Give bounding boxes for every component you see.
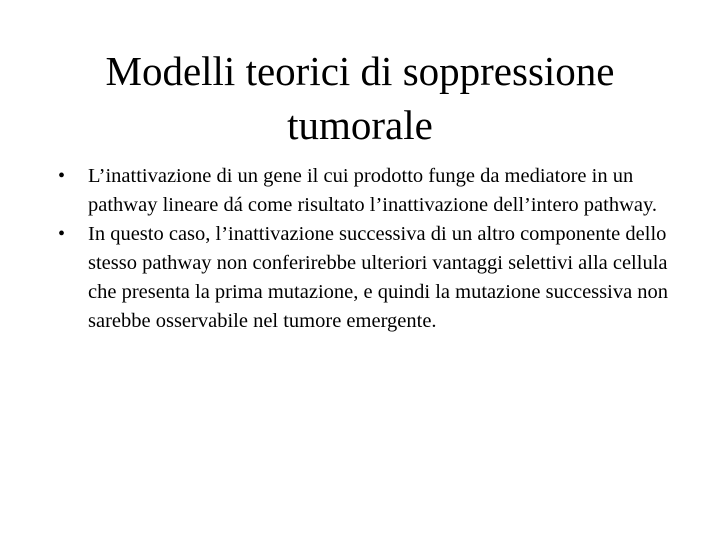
- bullet-text: In questo caso, l’inattivazione successiva di un altro componente dello stesso pathway non conferirebbe ulteriori vantaggi selettivi alla cellula che presenta la prima mutazione, e quindi la mutazione successiva non sarebbe osservabile nel tumore emergente.: [88, 223, 669, 332]
- bullet-item: [58, 162, 678, 220]
- bullet-text: L’inattivazione di un gene il cui prodotto funge da mediatore in un pathway lineare dá come risultato l’inattivazione dell’intero pathway.: [88, 165, 658, 216]
- bullet-icon: •: [58, 223, 66, 245]
- bullet-list: [58, 162, 678, 336]
- slide-title: Modelli teorici di soppressione tumorale: [105, 48, 615, 148]
- bullet-item: [58, 220, 678, 336]
- bullet-icon: •: [58, 165, 66, 187]
